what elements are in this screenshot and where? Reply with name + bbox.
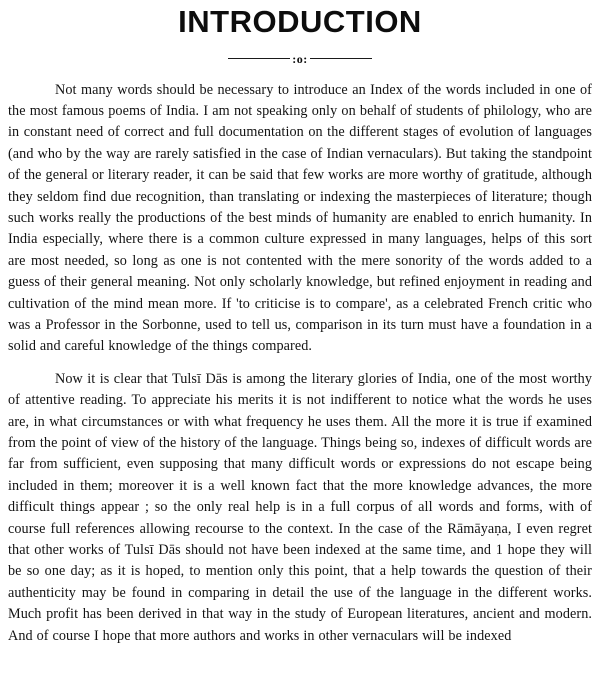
paragraph: Now it is clear that Tulsī Dās is among the literary glories of India, one of the most worthy of attentive reading. To appreciate his merits it is not indifferent to notice what the words he uses are, in what circumstances or with what frequency he uses them. All the more it is true if examined from the point of view of the history of the language. Things being so, indexes of difficult words are far from sufficient, even supposing that many difficult words or expressions do not escape being included in them; moreover it is a well known fact that the more knowledge advances, the more difficult things appear ; so the only real help is in a full corpus of all words and forms, with of course full references allowing recourse to the context. In the case of the Rāmāyaṇa, I even regret that other works of Tulsī Dās should not have been indexed at the same time, and 1 hope they will be so one day; as it is hoped, to mention only this point, that a help towards the question of their authenticity may be found in comparing in detail the use of the language in the different works. Much profit has been derived in that way in the study of European literatures, ancient and modern. And of course I hope that more authors and works in other vernaculars will be indexed bbox=[8, 370, 592, 644]
divider-rule-left bbox=[228, 58, 290, 59]
body-text bbox=[0, 66, 600, 648]
divider-rule-right bbox=[310, 58, 372, 59]
paragraph: Not many words should be necessary to introduce an Index of the words included in one of the most famous poems of India. I am not speaking only on behalf of students of philology, who are in constant need of correct and full documentation on the different stages of evolution of languages (and who by the way are rarely satisfied in the case of Indian vernaculars). But taking the standpoint of the general or literary reader, it can be said that few works are more worthy of gratitude, although they seldom find due recognition, than translating or indexing the masterpieces of literature; though such works really the productions of the best minds of humanity are enabled to enrich humanity. In India especially, where there is a common culture expressed in many languages, helps of this sort are most needed, so long as one is not contented with the mere sonority of the words added to a guess of their general meaning. Not only scholarly knowledge, but refined enjoyment in reading and cultivation of the mind mean more. If 'to criticise is to compare', as a celebrated French critic who was a Professor in the Sorbonne, used to tell us, comparison in its turn must have a foundation in a solid and careful knowledge of the things compared. bbox=[8, 81, 592, 355]
divider-ornament-mark: :o: bbox=[292, 51, 308, 66]
section-divider-ornament bbox=[0, 52, 600, 66]
page-title: INTRODUCTION bbox=[178, 4, 422, 39]
